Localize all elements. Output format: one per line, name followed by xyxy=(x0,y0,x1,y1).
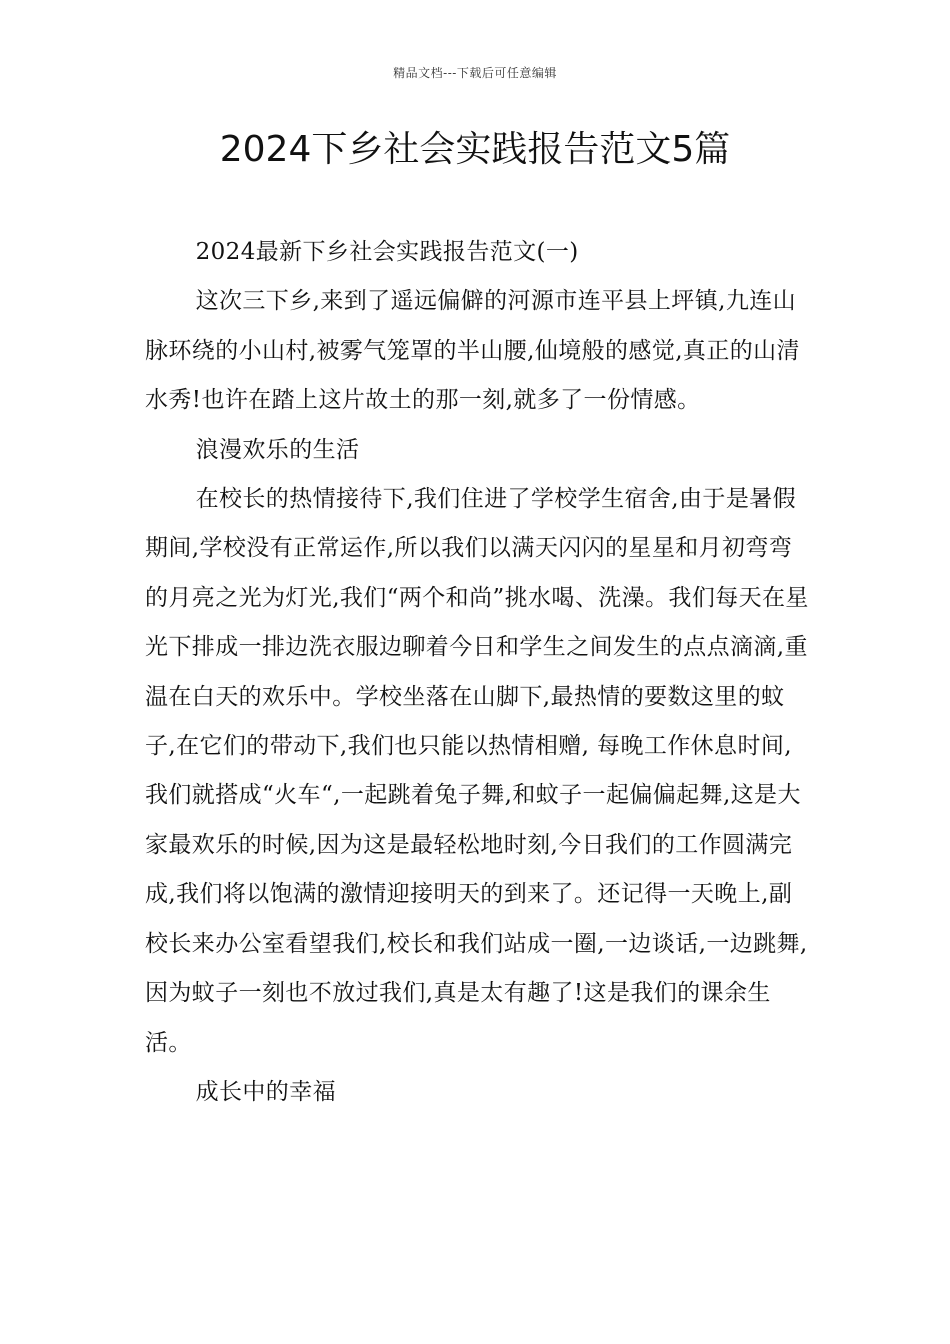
body-paragraph: 在校长的热情接待下,我们住进了学校学生宿舍,由于是暑假期间,学校没有正常运作,所以我们以满天闪闪的星星和月初弯弯的月亮之光为灯光,我们“两个和尚”挑水喝、洗澡。我们每天在星光下排成一排边洗衣服边聊着今日和学生之间发生的点点滴滴,重温在白天的欢乐中。学校坐落在山脚下,最热情的要数这里的蚊子,在它们的带动下,我们也只能以热情相赠, 每晚工作休息时间,我们就搭成“火车“,一起跳着兔子舞,和蚊子一起偏偏起舞,这是大家最欢乐的时候,因为这是最轻松地时刻,今日我们的工作圆满完成,我们将以饱满的激情迎接明天的到来了。还记得一天晚上,副校长来办公室看望我们,校长和我们站成一圈,一边谈话,一边跳舞,因为蚊子一刻也不放过我们,真是太有趣了!这是我们的课余生活。 xyxy=(145,486,809,1056)
header-note: 精品文档---下载后可任意编辑 xyxy=(393,66,557,80)
document-title: 2024下乡社会实践报告范文5篇 xyxy=(219,129,731,170)
body-paragraph: 这次三下乡,来到了遥远偏僻的河源市连平县上坪镇,九连山脉环绕的小山村,被雾气笼罩的半山腰,仙境般的感觉,真正的山清水秀!也许在踏上这片故土的那一刻,就多了一份情感。 xyxy=(145,288,800,414)
section-heading: 2024最新下乡社会实践报告范文(一) xyxy=(195,239,579,265)
document-body xyxy=(145,228,810,1117)
subsection-heading: 成长中的幸福 xyxy=(195,1078,336,1105)
subsection-heading: 浪漫欢乐的生活 xyxy=(195,436,360,463)
